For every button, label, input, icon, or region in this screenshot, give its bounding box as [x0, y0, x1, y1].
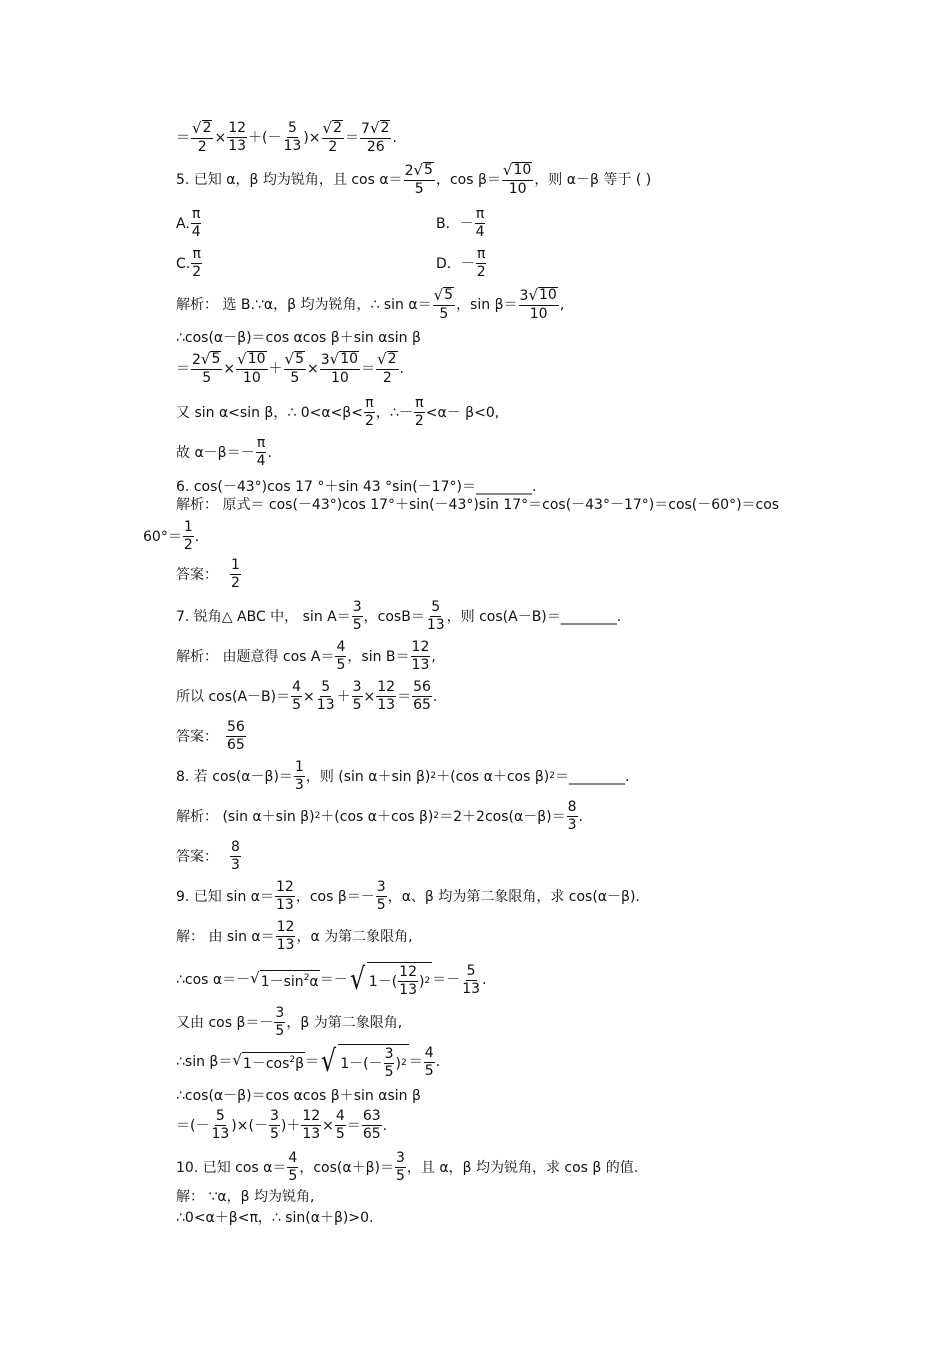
square-root: √ 1－( 12 13 ) 2: [349, 962, 431, 998]
analysis-9: 解： 由 sin α＝ 12 13 ，α 为第二象限角,: [176, 919, 413, 953]
fraction: √ 5 5: [284, 350, 305, 386]
option-a: A. π 4: [176, 206, 201, 240]
solution-line: ＝(－ 5 13 )×(－ 3 5 )＋ $\frac{12}{13}$ × $\frac{4}{5}$ ＝ 63 65 .: [176, 1108, 388, 1142]
fraction: 3 √ 10 10: [320, 350, 359, 386]
analysis-5: 解析： 选 B.∵α，β 均为锐角，∴ sin α＝ √ 5 5 ，sin β＝ 3 √ 10 10 ,: [176, 286, 565, 322]
square-root: √ $1-\sin^2\alpha$: [250, 969, 319, 990]
fraction: π 2: [414, 395, 424, 429]
solution-line: ∴sin β＝ √ $1-\cos^2\beta$ ＝ √ 1－(－ 3 5 ) 2 ＝ 4 5 .: [176, 1044, 441, 1080]
solution-line: 又由 cos β＝－ 3 5 ，β 为第二象限角,: [176, 1005, 403, 1039]
solution-line: 故 α－β＝－ π 4 .: [176, 435, 272, 469]
fraction: 56 65: [413, 679, 431, 713]
fraction: √ 2 2: [192, 119, 212, 155]
question-5: 5. 已知 α，β 均为锐角，且 cos α＝ 2 √ 5 5 ，cos β＝ √ 10 10 ，则 α－β 等于 ( ): [176, 161, 652, 197]
fraction: $\frac{4}{5}$: [292, 679, 302, 713]
fraction: √ 10 10: [502, 161, 532, 197]
fraction: 5 13: [283, 120, 302, 154]
option-d: D．－ π 2: [436, 246, 486, 280]
fraction: $\frac{4}{5}$: [335, 1108, 345, 1142]
fraction: π 2: [364, 395, 374, 429]
option-c: C. π 2: [176, 246, 202, 280]
solution-line: ＝ 2 √ 5 5 × √ 10 10 ＋ √ 5 5 × 3 √ 10 10 ＝ √ 2 2 .: [176, 350, 404, 386]
solution-line: 60°＝ 1 2 .: [143, 519, 200, 553]
fraction: 5 13: [426, 599, 445, 633]
analysis-7: 解析： 由题意得 cos A＝ 4 5 ，sin B＝ 12 13 ,: [176, 639, 436, 673]
fraction: 3 5: [352, 599, 362, 633]
fraction: 3 √ 10 10: [519, 286, 557, 322]
question-6: 6. cos(－43°)cos 17 °＋sin 43 °sin(－17°)＝________.: [176, 479, 537, 495]
fraction: 3 5: [395, 1150, 405, 1184]
square-root: √ 1－(－ 3 5 ) 2: [320, 1044, 407, 1080]
fraction: $\frac{5}{13}$: [316, 679, 335, 713]
fraction: 8 3: [231, 839, 240, 873]
solution-line: ∴cos α＝－ √ $1-\sin^2\alpha$ ＝－ √ 1－( 12 13 ) 2 ＝－ 5 13 .: [176, 962, 487, 998]
fraction: 3 5: [269, 1108, 279, 1142]
option-b: B．－ π 4: [436, 206, 485, 240]
fraction: √ 10 10: [237, 350, 266, 386]
fraction: √ 5 5: [433, 286, 454, 322]
fraction: √ 2 2: [377, 350, 397, 386]
solution-line: ∴cos(α－β)＝cos αcos β＋sin αsin β: [176, 330, 421, 346]
fraction: π 4: [475, 206, 485, 240]
question-7: 7. 锐角△ ABC 中， sin A＝ 3 5 ，cosB＝ 5 13 ，则 cos(A－B)＝________.: [176, 599, 622, 633]
question-8: 8. 若 cos(α－β)＝ 1 3 ，则 (sin α＋sin β) 2 ＋(cos α＋cos β) 2 ＝________.: [176, 759, 630, 793]
answer-7: 答案： 56 65: [176, 719, 245, 753]
question-9: 9. 已知 sin α＝ 12 13 ，cos β＝－ 3 5 ，α、β 均为第二象限角，求 cos(α－β).: [176, 879, 640, 913]
fraction: 5 13: [211, 1108, 230, 1142]
fraction: $\frac{12}{13}$: [228, 120, 247, 154]
fraction: 1 3: [294, 759, 304, 793]
analysis-8: 解析： (sin α＋sin β) 2 ＋(cos α＋cos β) 2 ＝2＋2cos(α－β)＝ 8 3 .: [176, 799, 583, 833]
fraction: 1 2: [183, 519, 193, 553]
fraction: 12 13: [276, 919, 295, 953]
solution-line: ∴0<α＋β<π，∴ sin(α＋β)>0.: [176, 1210, 374, 1226]
solution-line: 所以 cos(A－B)＝ $\frac{4}{5}$ × $\frac{5}{13}$ ＋ $\frac{3}{5}$ × $\frac{12}{13}$ ＝ 56 65 .: [176, 679, 438, 713]
fraction: π 4: [191, 206, 201, 240]
fraction: 4 5: [288, 1150, 298, 1184]
fraction: √ 2 2: [322, 119, 343, 155]
fraction: 4 5: [336, 639, 346, 673]
fraction: π 2: [476, 246, 486, 280]
fraction: 7 √ 2 26: [361, 119, 390, 155]
fraction: 56 65: [227, 719, 245, 753]
fraction: 12 13: [276, 879, 294, 913]
analysis-6: 解析： 原式＝ cos(－43°)cos 17°＋sin(－43°)sin 17°＝cos(－43°－17°)＝cos(－60°)＝cos: [176, 497, 780, 513]
fraction: 12 13: [411, 639, 430, 673]
fraction: 3 5: [376, 879, 386, 913]
fraction: 2 √ 5 5: [404, 161, 433, 197]
fraction: 63 65: [362, 1108, 381, 1142]
fraction: 8 3: [567, 799, 577, 833]
answer-8: 答案： 8 3: [176, 839, 240, 873]
answer-6: 答案： 1 2: [176, 557, 240, 591]
fraction: $\frac{3}{5}$: [352, 679, 362, 713]
square-root: √ $1-\cos^2\beta$: [232, 1051, 305, 1072]
fraction: $\frac{12}{13}$: [377, 679, 396, 713]
fraction: 3 5: [275, 1005, 285, 1039]
solution-line: ＝ √ 2 2 × $\frac{12}{13}$ ＋(－ 5 13 )× √ 2 2 ＝ 7 √ 2 26 .: [176, 119, 397, 155]
question-10: 10. 已知 cos α＝ 4 5 ，cos(α＋β)＝ 3 5 ，且 α，β 均为锐角，求 cos β 的值.: [176, 1150, 639, 1184]
solution-line: ∴cos(α－β)＝cos αcos β＋sin αsin β: [176, 1088, 421, 1104]
fraction: π 4: [256, 435, 266, 469]
solution-line: 又 sin α<sin β，∴ 0<α<β< π 2 ，∴－ π 2 <α－ β<0,: [176, 395, 500, 429]
fraction: 2 √ 5 5: [192, 350, 221, 386]
fraction: 5 13: [462, 962, 481, 997]
fraction: π 2: [192, 246, 202, 280]
analysis-10: 解： ∵α，β 均为锐角,: [176, 1189, 315, 1205]
fraction: 4 5: [424, 1044, 434, 1079]
fraction: $\frac{12}{13}$: [302, 1108, 321, 1142]
fraction: 1 2: [231, 557, 240, 591]
